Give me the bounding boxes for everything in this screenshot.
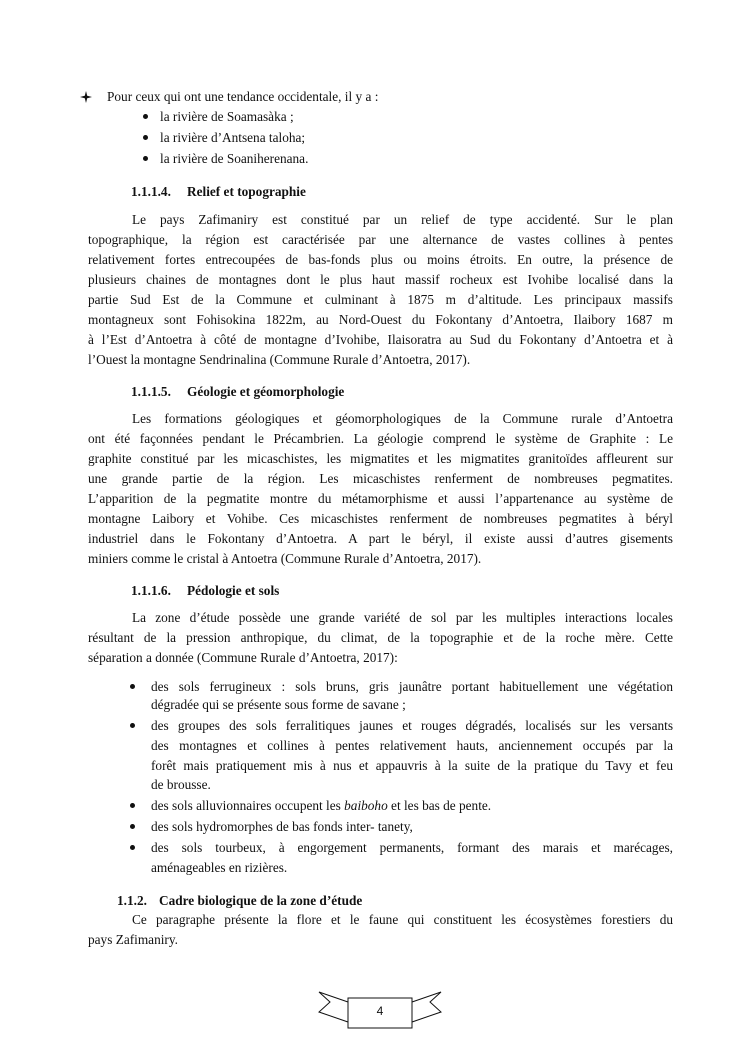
list-item-line: de brousse. — [151, 777, 211, 792]
bullet-dot — [143, 135, 148, 140]
section-title: Cadre biologique de la zone d’étude — [159, 893, 363, 908]
section-number: 1.1.1.6. — [131, 583, 171, 598]
list-item-text: des sols alluvionnaires occupent les — [151, 798, 345, 813]
list-item: la rivière d’Antsena taloha; — [160, 130, 306, 145]
bullet-dot — [143, 156, 148, 161]
paragraph-line: résultant de la pression anthropique, du climat, de la topographie et de la roche mère. Cette — [88, 630, 673, 645]
intro-text: Pour ceux qui ont une tendance occidentale, il y a : — [107, 89, 379, 104]
paragraph-line: montagne Laibory et Vohibe. Ces micaschistes renferment de nombreuses pegmatites à béryl — [88, 511, 673, 526]
paragraph-line: topographique, la région est caractérisée par une alternance de vastes collines à pentes — [88, 232, 673, 247]
list-item-line: des groupes des sols ferralitiques jaunes et rouges dégradés, localisés sur les versants — [151, 718, 673, 733]
paragraph-line: miniers comme le cristal à Antoetra (Commune Rurale d’Antoetra, 2017). — [88, 551, 482, 566]
list-item — [151, 796, 491, 816]
list-item-line: des sols ferrugineux : sols bruns, gris jaunâtre portant habituellement une végétation — [151, 679, 673, 694]
paragraph-line: graphite constitué par les micaschistes, les migmatites et les migmatites granitoïdes affleurent sur — [88, 451, 673, 466]
paragraph-line: ont été façonnées pendant le Précambrien. La géologie comprend le système de Graphite : Le — [88, 431, 673, 446]
list-item: la rivière de Soaniherenana. — [160, 151, 309, 166]
paragraph-line: l’Ouest la montagne Sendrinalina (Commune Rurale d’Antoetra, 2017). — [88, 352, 471, 367]
section-heading-relief — [131, 182, 306, 202]
list-item-line: forêt mais pratiquement mis à nus et appauvris à la suite de la pratique du Tavy et feu — [151, 758, 673, 773]
bullet-dot — [130, 684, 135, 689]
paragraph-line: à l’Est d’Antoetra à côté de montagne d’Ivohibe, Ilaisoratra au Sud du Fokontany d’Antoetra et à — [88, 332, 673, 347]
section-title: Géologie et géomorphologie — [187, 384, 345, 399]
section-number: 1.1.1.4. — [131, 184, 171, 199]
paragraph-line: partie Sud Est de la Commune et culminant à 1875 m d’altitude. Les principaux massifs — [88, 292, 673, 307]
bullet-dot — [130, 723, 135, 728]
section-heading-geologie — [131, 382, 344, 402]
paragraph-line: Ce paragraphe présente la flore et le faune qui constituent les écosystèmes forestiers du — [132, 912, 673, 927]
list-item-line: des sols tourbeux, à engorgement permanents, formant des marais et marécages, — [151, 840, 673, 855]
section-heading-cadre — [117, 891, 362, 911]
page-number: 4 — [376, 1004, 384, 1018]
paragraph-line: L’apparition de la pegmatite montre du métamorphisme et aussi l’appartenance au système de — [88, 491, 673, 506]
paragraph-line: La zone d’étude possède une grande variété de sol par les multiples interactions locales — [132, 610, 673, 625]
paragraph-line: relativement fortes entrecoupées de bas-fonds plus ou moins étroits. En outre, la présence de — [88, 252, 673, 267]
paragraph-line: séparation a donnée (Commune Rurale d’Antoetra, 2017): — [88, 650, 398, 665]
bullet-dot — [130, 845, 135, 850]
paragraph-line: pays Zafimaniry. — [88, 932, 178, 947]
section-heading-pedologie — [131, 581, 279, 601]
section-title: Pédologie et sols — [187, 583, 280, 598]
list-item-line: des sols hydromorphes de bas fonds inter- tanety, — [151, 819, 413, 834]
list-item-line: dégradée qui se présente sous forme de savane ; — [151, 697, 406, 712]
italic-term: baiboho — [344, 798, 388, 813]
section-title: Relief et topographie — [187, 184, 306, 199]
paragraph-line: Le pays Zafimaniry est constitué par un relief de type accidenté. Sur le plan — [132, 212, 673, 227]
paragraph-line: une grande partie de la région. Les micaschistes renferment de nombreuses pegmatites. — [88, 471, 673, 486]
bullet-dot — [143, 114, 148, 119]
paragraph-line: plusieurs chaines de montagnes dont le plus haut massif rocheux est Ivohibe localisé dans la — [88, 272, 673, 287]
diamond-bullet-icon — [80, 91, 92, 103]
paragraph-line: Les formations géologiques et géomorphologiques de la Commune rurale d’Antoetra — [132, 411, 673, 426]
bullet-dot — [130, 824, 135, 829]
list-item: la rivière de Soamasàka ; — [160, 109, 294, 124]
bullet-dot — [130, 803, 135, 808]
list-item-line: aménageables en rizières. — [151, 860, 288, 875]
section-number: 1.1.2. — [117, 893, 147, 908]
paragraph-line: industriel dans le Fokontany d’Antoetra. A part le béryl, il existe aussi d’autres gisements — [88, 531, 673, 546]
paragraph-line: montagneux sont Fohisokina 1822m, au Nord-Ouest du Fokontany d’Antoetra, Ilaibory 1687 m — [88, 312, 673, 327]
list-item-text: et les bas de pente. — [387, 798, 492, 813]
list-item-line: des montagnes et collines à pentes relativement hauts, anciennement occupés par la — [151, 738, 673, 753]
section-number: 1.1.1.5. — [131, 384, 171, 399]
